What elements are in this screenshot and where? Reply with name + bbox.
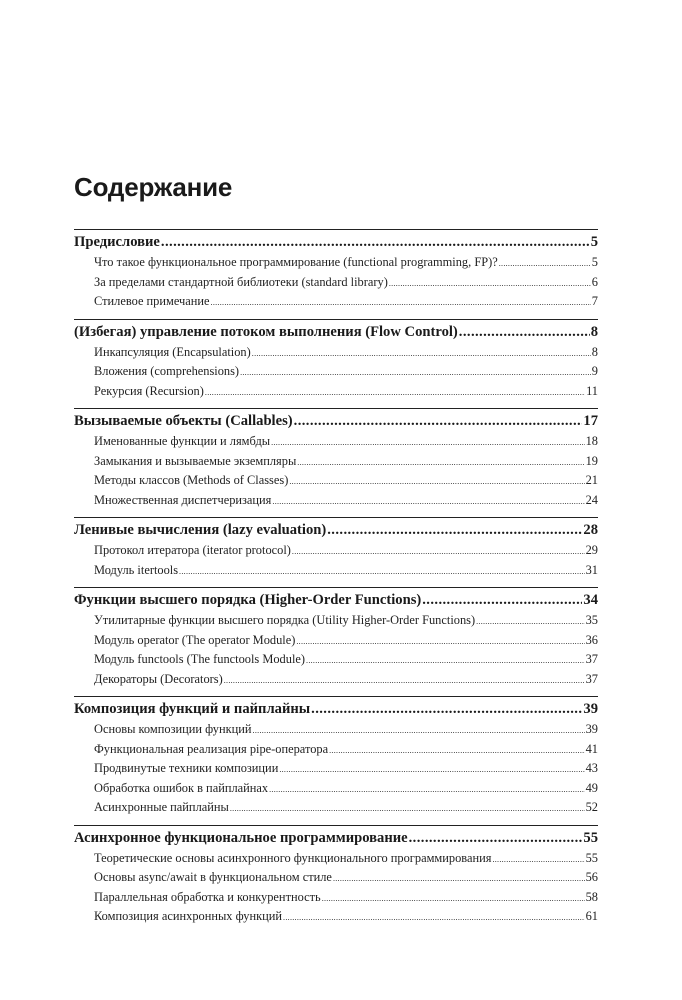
dot-leader xyxy=(297,452,584,473)
dot-leader xyxy=(459,322,590,343)
dot-leader xyxy=(283,907,585,928)
toc-subsection-entry[interactable] xyxy=(74,343,598,363)
subsection-title: Обработка ошибок в пайплайнах xyxy=(94,780,269,795)
dot-leader xyxy=(296,631,584,652)
toc-subsection-entry[interactable] xyxy=(74,382,598,402)
subsection-title: Методы классов (Methods of Classes) xyxy=(94,473,289,487)
subsection-title: Замыкания и вызываемые экземпляры xyxy=(94,453,297,468)
chapter-title: Предисловие xyxy=(74,234,160,250)
chapter-page-number: 28 xyxy=(583,522,598,538)
dot-leader xyxy=(422,590,582,611)
subsection-page-number: 58 xyxy=(585,889,598,904)
dot-leader xyxy=(240,362,591,383)
subsection-title: Асинхронные пайплайны xyxy=(94,800,229,814)
dot-leader xyxy=(161,232,590,253)
subsection-title: Модуль functools (The functools Module) xyxy=(94,652,306,666)
subsection-page-number: 5 xyxy=(591,255,598,269)
subsection-title: Модуль operator (The operator Module) xyxy=(94,632,296,647)
dot-leader xyxy=(329,740,584,761)
table-of-contents xyxy=(74,229,598,934)
subsection-title: Функциональная реализация pipe-оператора xyxy=(94,741,329,756)
toc-chapter-entry[interactable] xyxy=(74,232,598,253)
subsection-page-number: 52 xyxy=(585,800,598,814)
toc-subsection-entry[interactable] xyxy=(74,907,598,927)
toc-subsection-entry[interactable] xyxy=(74,631,598,651)
subsection-title: Композиция асинхронных функций xyxy=(94,909,283,923)
toc-subsection-entry[interactable] xyxy=(74,670,598,690)
chapter-page-number: 5 xyxy=(590,234,598,250)
toc-chapter-entry[interactable] xyxy=(74,828,598,849)
chapter-page-number: 34 xyxy=(583,592,598,608)
toc-subsection-entry[interactable] xyxy=(74,759,598,779)
subsection-title: За пределами стандартной библиотеки (standard library) xyxy=(94,274,388,289)
toc-subsection-entry[interactable] xyxy=(74,611,598,631)
chapter-page-number: 8 xyxy=(590,323,598,340)
subsection-page-number: 35 xyxy=(585,613,598,627)
dot-leader xyxy=(211,292,591,313)
toc-subsection-entry[interactable] xyxy=(74,868,598,888)
subsection-page-number: 29 xyxy=(585,543,598,557)
toc-subsection-entry[interactable] xyxy=(74,253,598,273)
subsection-page-number: 39 xyxy=(585,722,598,736)
toc-section xyxy=(74,517,598,580)
dot-leader xyxy=(179,561,585,582)
toc-subsection-entry[interactable] xyxy=(74,849,598,869)
dot-leader xyxy=(230,798,585,819)
toc-subsection-entry[interactable] xyxy=(74,779,598,799)
chapter-title: Ленивые вычисления (lazy evaluation) xyxy=(74,522,327,538)
dot-leader xyxy=(279,759,584,780)
chapter-title: Композиция функций и пайплайны xyxy=(74,701,311,717)
subsection-page-number: 36 xyxy=(585,632,598,647)
subsection-title: Именованные функции и лямбды xyxy=(94,434,271,448)
subsection-page-number: 37 xyxy=(585,671,598,686)
chapter-page-number: 39 xyxy=(583,701,598,717)
chapter-page-number: 55 xyxy=(583,829,598,846)
dot-leader xyxy=(292,541,585,562)
subsection-title: Утилитарные функции высшего порядка (Utility Higher-Order Functions) xyxy=(94,613,476,627)
dot-leader xyxy=(272,491,584,512)
subsection-page-number: 61 xyxy=(585,909,598,923)
toc-subsection-entry[interactable] xyxy=(74,720,598,740)
subsection-title: Основы композиции функций xyxy=(94,722,252,736)
chapter-title: Асинхронное функциональное программирование xyxy=(74,829,408,846)
subsection-title: Множественная диспетчеризация xyxy=(94,492,272,507)
subsection-title: Модуль itertools xyxy=(94,562,179,577)
toc-subsection-entry[interactable] xyxy=(74,491,598,511)
dot-leader xyxy=(294,411,583,432)
toc-subsection-entry[interactable] xyxy=(74,362,598,382)
subsection-page-number: 18 xyxy=(585,434,598,448)
subsection-page-number: 43 xyxy=(585,761,598,775)
toc-subsection-entry[interactable] xyxy=(74,650,598,670)
subsection-page-number: 31 xyxy=(585,562,598,577)
dot-leader xyxy=(252,343,591,364)
dot-leader xyxy=(269,779,585,800)
subsection-title: Продвинутые техники композиции xyxy=(94,761,279,775)
page-title: Содержание xyxy=(74,172,233,202)
dot-leader xyxy=(306,650,585,671)
subsection-title: Параллельная обработка и конкурентность xyxy=(94,889,321,904)
toc-subsection-entry[interactable] xyxy=(74,561,598,581)
toc-section xyxy=(74,229,598,312)
subsection-page-number: 6 xyxy=(591,274,598,289)
toc-subsection-entry[interactable] xyxy=(74,273,598,293)
chapter-title: (Избегая) управление потоком выполнения (Flow Control) xyxy=(74,323,458,340)
dot-leader xyxy=(271,432,584,453)
subsection-page-number: 56 xyxy=(585,870,598,884)
toc-subsection-entry[interactable] xyxy=(74,292,598,312)
subsection-page-number: 8 xyxy=(591,344,598,359)
subsection-title: Инкапсуляция (Encapsulation) xyxy=(94,344,251,359)
subsection-page-number: 21 xyxy=(585,473,598,487)
dot-leader xyxy=(389,273,591,294)
toc-chapter-entry[interactable] xyxy=(74,411,598,432)
subsection-page-number: 11 xyxy=(586,383,598,398)
subsection-page-number: 49 xyxy=(585,780,598,795)
chapter-page-number: 17 xyxy=(583,413,598,429)
toc-chapter-entry[interactable] xyxy=(74,699,598,720)
dot-leader xyxy=(476,611,585,632)
subsection-title: Вложения (comprehensions) xyxy=(94,364,240,378)
dot-leader xyxy=(253,720,585,741)
chapter-title: Вызываемые объекты (Callables) xyxy=(74,413,293,429)
toc-subsection-entry[interactable] xyxy=(74,432,598,452)
subsection-title: Протокол итератора (iterator protocol) xyxy=(94,543,291,557)
toc-section xyxy=(74,319,598,402)
subsection-page-number: 9 xyxy=(591,364,598,378)
dot-leader xyxy=(327,520,582,541)
dot-leader xyxy=(409,828,583,849)
subsection-page-number: 37 xyxy=(585,652,598,666)
toc-chapter-entry[interactable] xyxy=(74,520,598,541)
toc-section xyxy=(74,408,598,510)
dot-leader xyxy=(224,670,585,691)
toc-subsection-entry[interactable] xyxy=(74,798,598,818)
chapter-title: Функции высшего порядка (Higher-Order Functions) xyxy=(74,592,422,608)
subsection-page-number: 55 xyxy=(585,850,598,865)
toc-section xyxy=(74,696,598,818)
subsection-title: Основы async/await в функциональном стиле xyxy=(94,870,332,884)
dot-leader xyxy=(289,471,584,492)
toc-subsection-entry[interactable] xyxy=(74,740,598,760)
subsection-title: Теоретические основы асинхронного функционального программирования xyxy=(94,850,492,865)
subsection-title: Рекурсия (Recursion) xyxy=(94,383,204,398)
subsection-title: Что такое функциональное программирование (functional programming, FP)? xyxy=(94,255,498,269)
toc-section xyxy=(74,587,598,689)
dot-leader xyxy=(499,253,591,274)
toc-subsection-entry[interactable] xyxy=(74,471,598,491)
subsection-title: Декораторы (Decorators) xyxy=(94,671,223,686)
subsection-page-number: 24 xyxy=(585,492,598,507)
subsection-page-number: 19 xyxy=(585,453,598,468)
dot-leader xyxy=(311,699,582,720)
toc-chapter-entry[interactable] xyxy=(74,322,598,343)
dot-leader xyxy=(322,888,585,909)
toc-chapter-entry[interactable] xyxy=(74,590,598,611)
toc-subsection-entry[interactable] xyxy=(74,888,598,908)
subsection-page-number: 41 xyxy=(585,741,598,756)
dot-leader xyxy=(492,849,584,870)
toc-subsection-entry[interactable] xyxy=(74,452,598,472)
dot-leader xyxy=(205,382,585,403)
dot-leader xyxy=(333,868,585,889)
toc-subsection-entry[interactable] xyxy=(74,541,598,561)
subsection-page-number: 7 xyxy=(591,294,598,308)
subsection-title: Стилевое примечание xyxy=(94,294,210,308)
toc-section xyxy=(74,825,598,927)
